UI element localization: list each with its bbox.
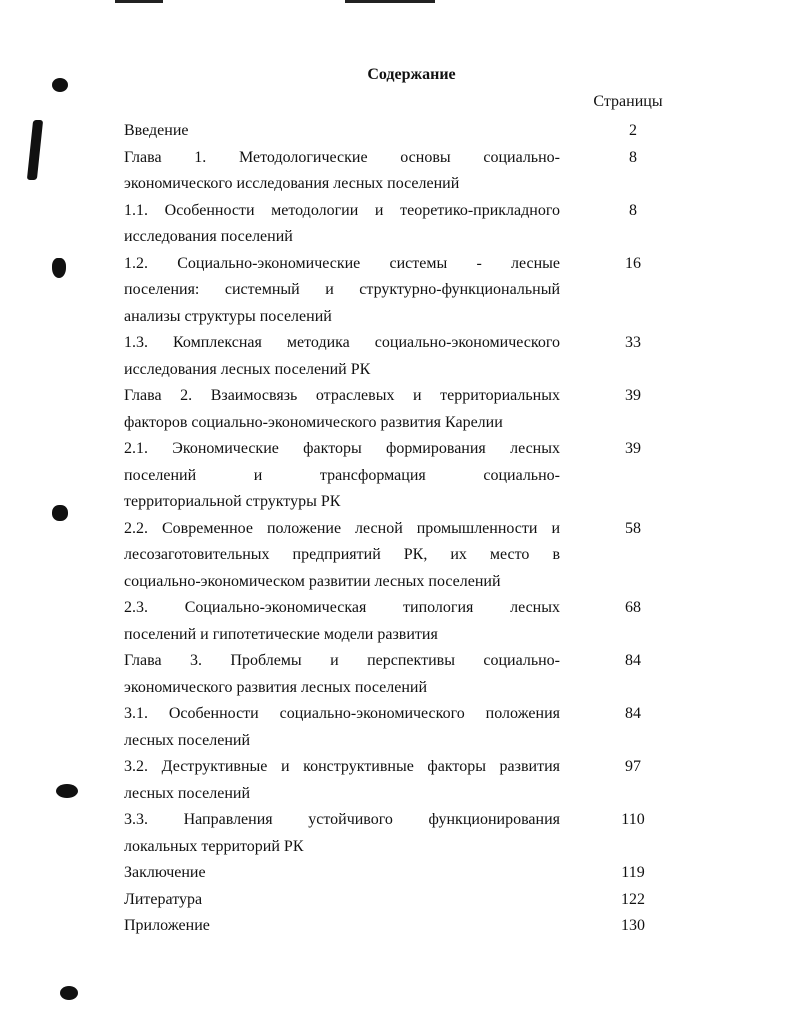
pages-column-header: Страницы: [593, 93, 663, 110]
toc-entry-line: [0, 728, 799, 755]
toc-entry-line: [0, 648, 799, 675]
toc-entry-text: поселения: системный и структурно-функциональный: [124, 281, 560, 298]
toc-entry-text: Глава 1. Методологические основы социально-: [124, 148, 560, 166]
toc-entry-text: локальных территорий РК: [124, 837, 304, 855]
toc-entry-text: 2.2. Современное положение лесной промышленности и: [124, 519, 560, 537]
scan-mark: [345, 0, 435, 3]
toc-entry-text: Введение: [124, 122, 189, 139]
toc-entry-line: [0, 330, 799, 357]
toc-entry-text: экономического развития лесных поселений: [124, 678, 428, 696]
toc-entry-line: [0, 489, 799, 516]
toc-page-number: 2: [629, 122, 637, 139]
toc-entry-text: факторов социально-экономического развития Карелии: [124, 413, 503, 431]
toc-entry-line: [0, 701, 799, 728]
page-title: Содержание: [367, 66, 456, 83]
toc-page-number: 97: [625, 758, 641, 775]
toc-entry-line: [0, 436, 799, 463]
toc-entry-text: Глава 3. Проблемы и перспективы социально-: [124, 652, 560, 669]
toc-entry-text: 1.1. Особенности методологии и теоретико-прикладного: [124, 201, 560, 219]
scan-blot: [60, 986, 78, 1000]
toc-entry-text: 3.3. Направления устойчивого функционирования: [124, 811, 560, 828]
toc-entry-line: [0, 834, 799, 861]
toc-page-number: 39: [625, 440, 641, 457]
toc-entry-text: Заключение: [124, 864, 206, 881]
toc-entry-text: 2.1. Экономические факторы формирования лесных: [124, 440, 560, 457]
toc-page-number: 58: [625, 519, 641, 537]
toc-entry-line: [0, 277, 799, 304]
toc-page-number: 122: [621, 890, 645, 908]
toc-entry-line: [0, 887, 799, 914]
toc-entry-text: 1.3. Комплексная методика социально-экономического: [124, 334, 560, 351]
toc-entry-line: [0, 171, 799, 198]
toc-entry-line: [0, 913, 799, 940]
toc-entry-text: анализы структуры поселений: [124, 307, 332, 325]
toc-page-number: 33: [625, 334, 641, 351]
toc-entry-text: исследования поселений: [124, 228, 293, 245]
toc-entry-text: 1.2. Социально-экономические системы - лесные: [124, 254, 560, 272]
toc-entry-line: [0, 860, 799, 887]
toc-page-number: 119: [621, 864, 645, 881]
toc-entry-line: [0, 781, 799, 808]
toc-entry-text: Литература: [124, 890, 203, 908]
toc-page-number: 8: [629, 201, 637, 219]
toc-entry-line: [0, 198, 799, 225]
toc-entry-text: экономического исследования лесных поселений: [124, 175, 460, 192]
toc-entry-line: [0, 118, 799, 145]
toc-entry-line: [0, 754, 799, 781]
toc-entry-text: исследования лесных поселений РК: [124, 360, 371, 378]
toc-entry-line: [0, 569, 799, 596]
toc-entry-line: [0, 675, 799, 702]
toc-entry-text: поселений и трансформация социально-: [124, 466, 560, 484]
toc-page-number: 84: [625, 652, 641, 669]
toc-page-number: 8: [629, 148, 637, 166]
toc-entry-text: лесных поселений: [124, 731, 251, 749]
toc-entry-text: лесных поселений: [124, 784, 251, 802]
toc-entry-line: [0, 383, 799, 410]
toc-entry-line: [0, 622, 799, 649]
toc-entry-text: лесозаготовительных предприятий РК, их место в: [124, 546, 560, 563]
toc-entry-line: [0, 224, 799, 251]
toc-page-number: 16: [625, 254, 641, 272]
toc-entry-line: [0, 595, 799, 622]
toc-entry-text: 3.2. Деструктивные и конструктивные факторы развития: [124, 758, 560, 775]
toc-page-number: 68: [625, 599, 641, 616]
toc-page-number: 110: [621, 811, 645, 828]
toc-entry-line: [0, 410, 799, 437]
toc-entry-text: 2.3. Социально-экономическая типология лесных: [124, 599, 560, 616]
toc-page-number: 130: [621, 917, 645, 934]
toc-entry-text: Глава 2. Взаимосвязь отраслевых и территориальных: [124, 387, 560, 404]
toc-entry-text: территориальной структуры РК: [124, 493, 341, 510]
toc-entry-line: [0, 516, 799, 543]
toc-entry-line: [0, 304, 799, 331]
scan-mark: [115, 0, 163, 3]
toc-page-number: 39: [625, 387, 641, 404]
toc-entry-line: [0, 463, 799, 490]
toc-entry-line: [0, 251, 799, 278]
toc-entry-text: Приложение: [124, 917, 210, 934]
toc-entry-text: 3.1. Особенности социально-экономического положения: [124, 705, 560, 722]
toc-entry-line: [0, 357, 799, 384]
toc-entry-line: [0, 542, 799, 569]
toc-page-number: 84: [625, 705, 641, 722]
toc-entry-text: поселений и гипотетические модели развития: [124, 625, 438, 643]
toc-entry-line: [0, 807, 799, 834]
toc-entry-text: социально-экономическом развитии лесных поселений: [124, 572, 501, 590]
table-of-contents: [0, 118, 799, 940]
toc-entry-line: [0, 145, 799, 172]
